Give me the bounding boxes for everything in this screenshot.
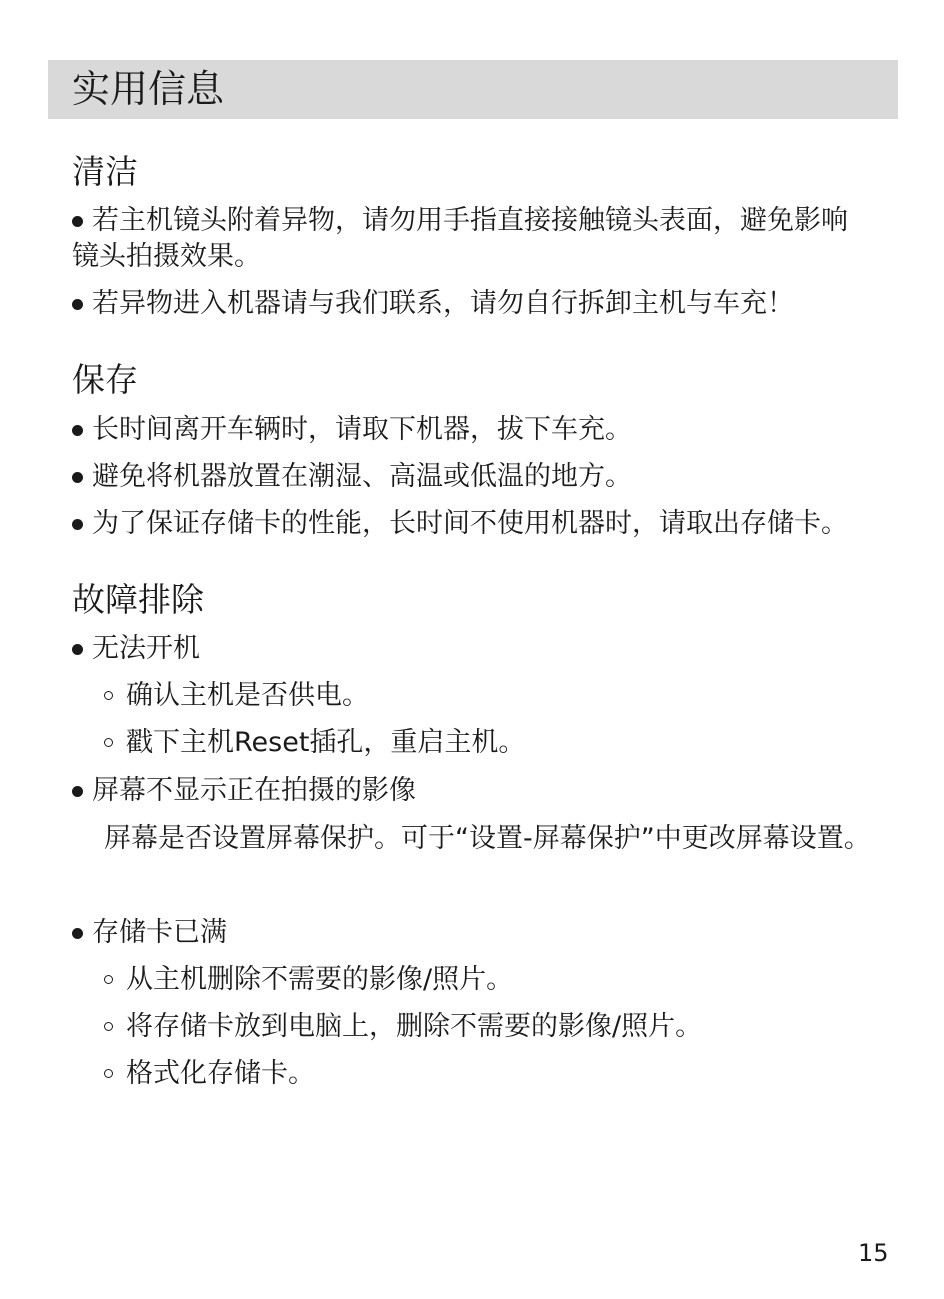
- list-item-text: 避免将机器放置在潮湿、高温或低温的地方。: [92, 461, 632, 492]
- bullet-dot-icon: [72, 425, 83, 436]
- section-title-troubleshooting: 故障排除: [72, 580, 204, 619]
- circle-bullet-icon: [104, 975, 113, 984]
- bullet-dot-icon: [72, 928, 83, 939]
- sub-list-item-text: 戳下主机Reset插孔，重启主机。: [126, 727, 526, 758]
- circle-bullet-icon: [104, 1069, 113, 1078]
- list-item: [72, 459, 872, 495]
- page-title: 实用信息: [72, 67, 225, 111]
- bullet-dot-icon: [72, 472, 83, 483]
- sub-list-item-text: 将存储卡放到电脑上，删除不需要的影像/照片。: [126, 1011, 703, 1042]
- list-item-text: 无法开机: [92, 633, 200, 664]
- bullet-dot-icon: [72, 644, 83, 655]
- page-number: 15: [858, 1239, 889, 1267]
- sub-list-item: [104, 678, 369, 714]
- section-title-cleaning: 清洁: [72, 152, 138, 191]
- list-item: [72, 915, 872, 951]
- bullet-dot-icon: [72, 786, 83, 797]
- list-item: [72, 506, 872, 542]
- header-bar: [48, 60, 898, 119]
- list-item: [72, 773, 872, 809]
- sub-list-item: [104, 1056, 315, 1092]
- circle-bullet-icon: [104, 1022, 113, 1031]
- list-item-text: 存储卡已满: [92, 917, 227, 948]
- list-item: [72, 203, 872, 275]
- sub-list-item-text: 确认主机是否供电。: [126, 680, 369, 711]
- circle-bullet-icon: [104, 738, 113, 747]
- list-item-text: 若主机镜头附着异物，请勿用手指直接接触镜头表面，避免影响镜头拍摄效果。: [72, 205, 848, 272]
- sub-list-item: [104, 1009, 702, 1045]
- list-item-text: 屏幕不显示正在拍摄的影像: [92, 775, 416, 806]
- sub-list-item: [104, 962, 513, 998]
- circle-bullet-icon: [104, 691, 113, 700]
- sub-list-item-text: 格式化存储卡。: [126, 1058, 315, 1089]
- section-title-storage: 保存: [72, 360, 138, 399]
- bullet-dot-icon: [72, 299, 83, 310]
- list-item: [72, 412, 872, 448]
- sub-list-item: [104, 725, 525, 761]
- list-item: [72, 631, 872, 667]
- bullet-dot-icon: [72, 216, 83, 227]
- list-item: [72, 286, 872, 322]
- paragraph-note: 屏幕是否设置屏幕保护。可于“设置-屏幕保护”中更改屏幕设置。: [104, 823, 871, 854]
- bullet-dot-icon: [72, 519, 83, 530]
- list-item-text: 若异物进入机器请与我们联系，请勿自行拆卸主机与车充！: [92, 288, 794, 319]
- list-item-text: 为了保证存储卡的性能，长时间不使用机器时，请取出存储卡。: [92, 508, 848, 539]
- list-item-text: 长时间离开车辆时，请取下机器，拔下车充。: [92, 414, 632, 445]
- sub-list-item-text: 从主机删除不需要的影像/照片。: [126, 964, 514, 995]
